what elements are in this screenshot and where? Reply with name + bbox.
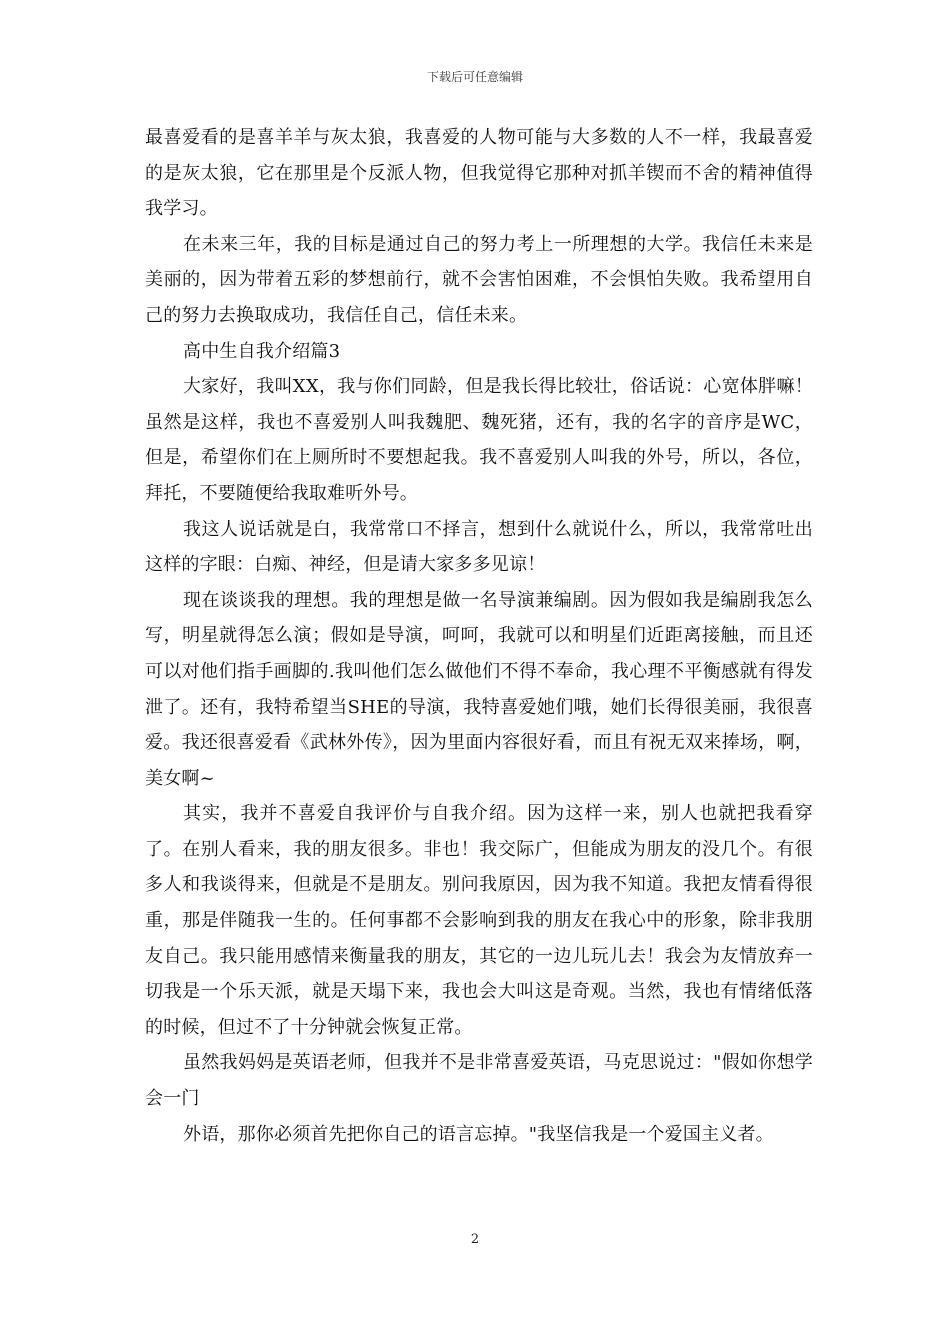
- paragraph-2: 在未来三年，我的目标是通过自己的努力考上一所理想的大学。我信任未来是美丽的，因为带着五彩的梦想前行，就不会害怕困难，不会惧怕失败。我希望用自己的努力去换取成功，我信任自己，信任未来。: [145, 233, 813, 326]
- page-number: 2: [470, 1232, 480, 1247]
- paragraph-6: 其实，我并不喜爱自我评价与自我介绍。因为这样一来，别人也就把我看穿了。在别人看来，我的朋友很多。非也！我交际广，但能成为朋友的没几个。有很多人和我谈得来，但就是不是朋友。别问我原因，因为我不知道。我把友情看得很重，那是伴随我一生的。任何事都不会影响到我的朋友在我心中的形象，除非我朋友自己。我只能用感情来衡量我的朋友，其它的一边儿玩儿去！我会为友情放弃一切我是一个乐天派，就是天塌下来，我也会大叫这是奇观。当然，我也有情绪低落的时候，但过不了十分钟就会恢复正常。: [145, 803, 813, 1038]
- paragraph-3: 大家好，我叫XX，我与你们同龄，但是我长得比较壮，俗话说：心宽体胖嘛！虽然是这样，我也不喜爱别人叫我魏肥、魏死猪，还有，我的名字的音序是WC，但是，希望你们在上厕所时不要想起我。我不喜爱别人叫我的外号，所以，各位，拜托，不要随便给我取难听外号。: [145, 376, 813, 504]
- page-header: 下载后可任意编辑: [426, 70, 523, 84]
- paragraph-1: 最喜爱看的是喜羊羊与灰太狼，我喜爱的人物可能与大多数的人不一样，我最喜爱的是灰太狼，它在那里是个反派人物，但我觉得它那种对抓羊锲而不舍的精神值得我学习。: [145, 127, 813, 220]
- paragraph-4: 我这人说话就是白，我常常口不择言，想到什么就说什么，所以，我常常吐出这样的字眼：白痴、神经，但是请大家多多见谅！: [145, 518, 813, 576]
- document-body: [145, 120, 813, 1152]
- section-heading: 高中生自我介绍篇3: [183, 340, 341, 362]
- paragraph-7: 虽然我妈妈是英语老师，但我并不是非常喜爱英语，马克思说过："假如你想学会一门: [145, 1052, 813, 1110]
- paragraph-5: 现在谈谈我的理想。我的理想是做一名导演兼编剧。因为假如我是编剧我怎么写，明星就得怎么演；假如是导演，呵呵，我就可以和明星们近距离接触，而且还可以对他们指手画脚的.我叫他们怎么做他们不得不奉命，我心理不平衡感就有得发泄了。还有，我特希望当SHE的导演，我特喜爱她们哦，她们长得很美丽，我很喜爱。我还很喜爱看《武林外传》，因为里面内容很好看，而且有祝无双来捧场，啊，美女啊~: [145, 589, 813, 789]
- paragraph-8: 外语，那你必须首先把你自己的语言忘掉。"我坚信我是一个爱国主义者。: [183, 1123, 774, 1145]
